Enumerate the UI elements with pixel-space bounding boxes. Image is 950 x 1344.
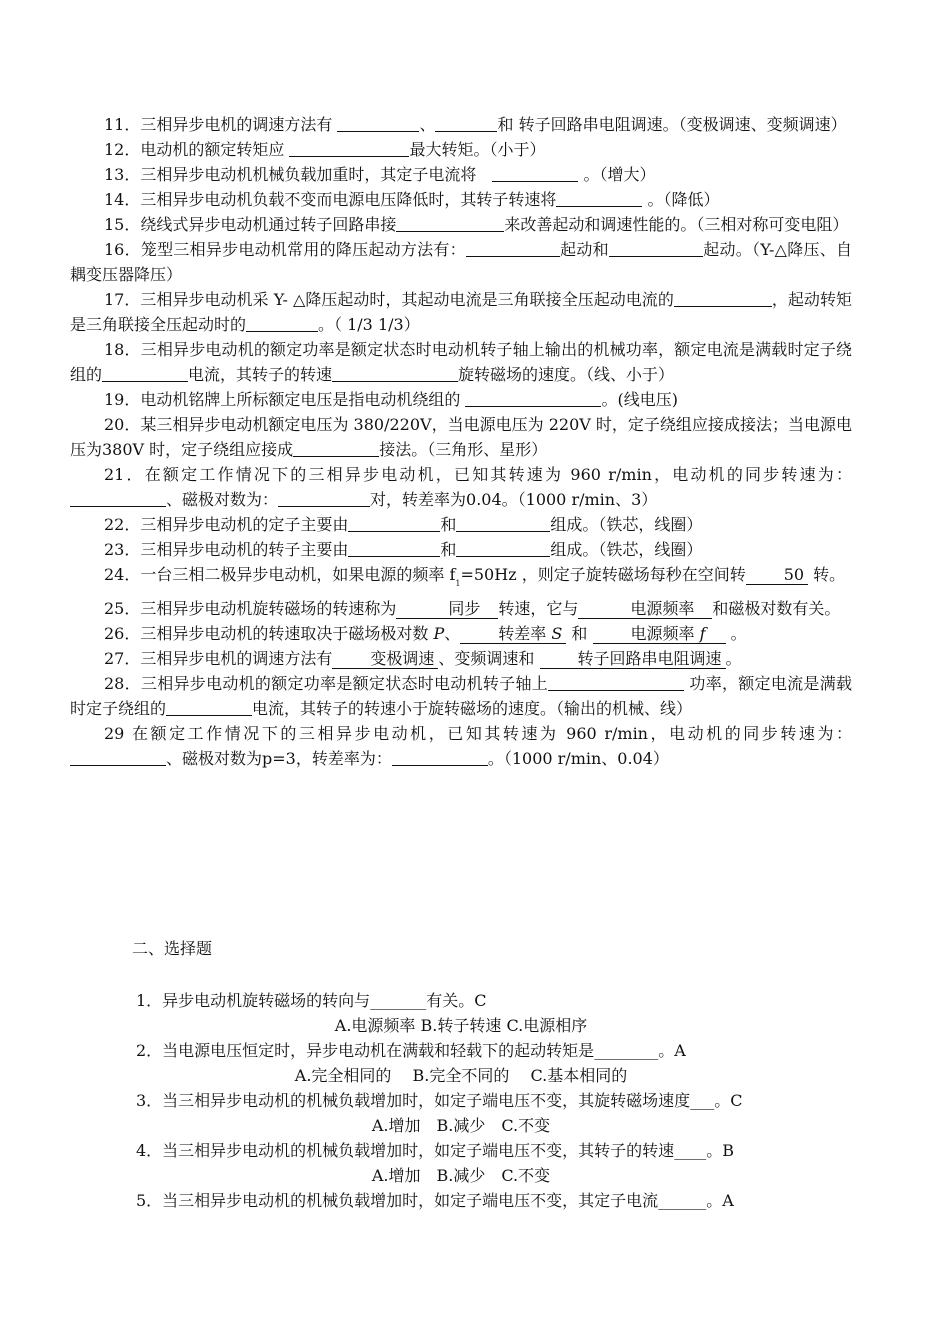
question-23: 23．三相异步电动机的转子主要由 和 组成。（铁芯，线圈）	[104, 540, 703, 559]
choice-question-4: 4．当三相异步电动机的机械负载增加时，如定子端电压不变，其转子的转速____。B	[136, 1141, 734, 1160]
answer-fill: 50	[746, 566, 808, 585]
question-28: 28．三相异步电动机的额定功率是额定状态时电动机转子轴上 功率，额定电流是满载时定子绕组的 电流，其转子的转速小于旋转磁场的速度。（输出的机械、线）	[70, 674, 852, 718]
answer-fill: 电源频率	[630, 624, 695, 643]
question-21: 21．在额定工作情况下的三相异步电动机，已知其转速为 960 r/min，电动机的同步转速为：、磁极对数为： 对，转差率为0.04。（1000 r/min、3）	[70, 462, 852, 512]
answer-blank	[337, 114, 419, 132]
choice-options-4: A.增加 B.减少 C.不变	[371, 1166, 551, 1185]
answer-blank	[246, 314, 318, 332]
question-29: 29 在额定工作情况下的三相异步电动机，已知其转速为 960 r/min，电动机的同步转速为：、磁极对数为p=3，转差率为： 。（1000 r/min、0.04）	[70, 721, 852, 771]
answer-blank	[465, 389, 601, 407]
choice-question-3: 3．当三相异步电动机的机械负载增加时，如定子端电压不变，其旋转磁场速度___。C	[136, 1091, 743, 1110]
answer-blank	[332, 364, 458, 382]
choice-question-2: 2．当电源电压恒定时，异步电动机在满载和轻载下的起动转矩是________。A	[136, 1041, 686, 1060]
answer-blank	[166, 698, 252, 716]
question-27: 27．三相异步电机的调速方法有 变极调速 、变频调速和 转子回路串电阻调速 。	[104, 649, 742, 668]
question-25: 25．三相异步电动机旋转磁场的转速称为 同步 转速，它与 电源频率 和磁极对数有关。	[104, 599, 841, 618]
answer-blank	[456, 514, 550, 532]
answer-blank	[70, 489, 166, 507]
answer-blank	[278, 489, 370, 507]
answer-fill: 同步	[396, 600, 498, 619]
question-26: 26．三相异步电动机的转速取决于磁场极对数 P、 转差率 S 和 电源频率 f 。	[104, 624, 747, 643]
answer-blank	[289, 139, 409, 157]
answer-fill: 变极调速	[332, 650, 438, 669]
answer-blank	[548, 673, 684, 691]
question-11: 11．三相异步电机的调速方法有 、 和 转子回路串电阻调速。（变极调速、变频调速）	[104, 115, 847, 134]
choice-question-1: 1．异步电动机旋转磁场的转向与_______有关。C	[136, 991, 487, 1010]
question-17: 17．三相异步电动机采 Y- △降压起动时，其起动电流是三角联接全压起动电流的 ，起动转矩是三角联接全压起动时的 。（ 1/3 1/3）	[70, 290, 852, 334]
answer-blank	[348, 539, 440, 557]
answer-fill: 转子回路串电阻调速	[540, 650, 726, 669]
answer-blank	[392, 748, 488, 766]
question-14: 14．三相异步电动机负载不变而电源电压降低时，其转子转速将 。（降低）	[104, 190, 720, 209]
answer-blank	[435, 114, 497, 132]
answer-blank	[674, 289, 772, 307]
question-13: 13．三相异步电动机机械负载加重时，其定子电流将 。（增大）	[104, 165, 656, 184]
answer-blank	[348, 514, 440, 532]
answer-fill: 转差率	[498, 624, 547, 643]
question-22: 22．三相异步电动机的定子主要由 和 组成。（铁芯，线圈）	[104, 515, 703, 534]
answer-blank	[396, 214, 504, 232]
question-24: 24．一台三相二极异步电动机，如果电源的频率 $f_1=50Hz$ ，则定子旋转磁场每秒在空间转 50 转。	[104, 565, 846, 588]
choice-options-2: A.完全相同的 B.完全不同的 C.基本相同的	[294, 1066, 628, 1085]
choice-question-5: 5．当三相异步电动机的机械负载增加时，如定子端电压不变，其定子电流______。A	[136, 1191, 734, 1210]
answer-fill: 电源频率	[578, 600, 712, 619]
choice-questions	[70, 988, 852, 1213]
question-18: 18．三相异步电动机的额定功率是额定状态时电动机转子轴上输出的机械功率，额定电流是满载时定子绕组的 电流，其转子的转速 旋转磁场的速度。（线、小于）	[70, 340, 852, 384]
answer-blank	[70, 748, 166, 766]
question-15: 15．绕线式异步电动机通过转子回路串接 来改善起动和调速性能的。（三相对称可变电阻）	[104, 215, 849, 234]
answer-blank	[556, 189, 642, 207]
choice-options-1: A.电源频率 B.转子转速 C.电源相序	[334, 1016, 588, 1035]
answer-blank	[456, 539, 550, 557]
answer-blank	[609, 239, 703, 257]
answer-blank	[102, 364, 188, 382]
answer-blank	[293, 439, 379, 457]
answer-blank	[466, 239, 560, 257]
section-title: 二、选择题	[132, 939, 213, 958]
question-12: 12．电动机的额定转矩应 最大转矩。（小于）	[104, 140, 546, 159]
question-20: 20．某三相异步电动机额定电压为 380/220V，当电源电压为 220V 时，定子绕组应接成接法；当电源电压为380V 时，定子绕组应接成 接法。（三角形、星形）	[70, 415, 852, 459]
fill-in-questions	[70, 112, 852, 771]
question-19: 19．电动机铭牌上所标额定电压是指电动机绕组的 。(线电压)	[104, 390, 678, 409]
answer-blank	[492, 164, 578, 182]
choice-options-3: A.增加 B.减少 C.不变	[371, 1116, 551, 1135]
question-16: 16．笼型三相异步电动机常用的降压起动方法有： 起动和 起动。（Y-△降压、自耦变压器降压）	[70, 240, 852, 284]
